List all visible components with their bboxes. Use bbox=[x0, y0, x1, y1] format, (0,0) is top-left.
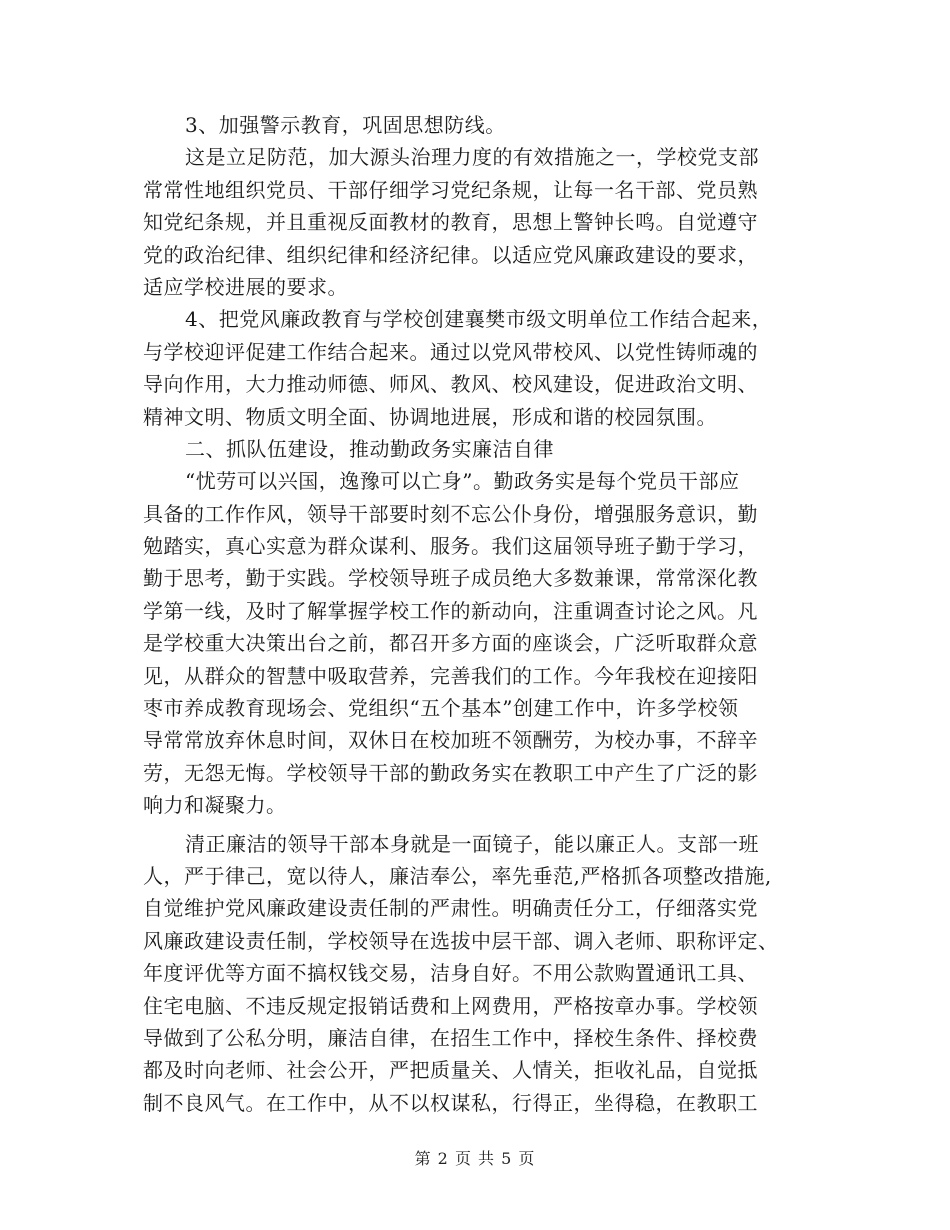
text-line: 年度评优等方面不搞权钱交易，洁身自好。不用公款购置通讯工具、 bbox=[143, 961, 758, 986]
para-3-body bbox=[143, 141, 823, 303]
text-line: 制不良风气。在工作中，从不以权谋私，行得正，坐得稳，在教职工 bbox=[143, 1090, 758, 1115]
text-line: 学第一线，及时了解掌握学校工作的新动向，注重调查讨论之风。凡 bbox=[143, 598, 758, 623]
text-line: 导常常放弃休息时间，双休日在校加班不领酬劳，为校办事，不辞辛 bbox=[143, 728, 758, 753]
text-line: 见，从群众的智慧中吸取营养，完善我们的工作。今年我校在迎接阳 bbox=[143, 663, 758, 688]
text-line: 勤于思考，勤于实践。学校领导班子成员绝大多数兼课，常常深化教 bbox=[143, 566, 758, 591]
text-line: 勉踏实，真心实意为群众谋利、服务。我们这届领导班子勤于学习， bbox=[143, 534, 758, 559]
para-3-heading bbox=[143, 109, 823, 141]
text-line: 知党纪条规，并且重视反面教材的教育，思想上警钟长鸣。自觉遵守 bbox=[143, 210, 758, 235]
para-diligence bbox=[143, 465, 823, 821]
text-line: 与学校迎评促建工作结合起来。通过以党风带校风、以党性铸师魂的 bbox=[143, 339, 758, 364]
text-line: 二、抓队伍建设，推动勤政务实廉洁自律 bbox=[185, 436, 554, 461]
document-body bbox=[143, 109, 823, 1119]
text-line: 具备的工作作风，领导干部要时刻不忘公仆身份，增强服务意识，勤 bbox=[143, 501, 758, 526]
para-4 bbox=[143, 303, 823, 433]
text-line: 4、把党风廉政教育与学校创建襄樊市级文明单位工作结合起来， bbox=[185, 307, 773, 332]
text-line: 人，严于律己，宽以待人，廉洁奉公，率先垂范,严格抓各项整改措施, bbox=[143, 863, 772, 888]
text-line: 3、加强警示教育，巩固思想防线。 bbox=[185, 113, 506, 137]
text-line: 是学校重大决策出台之前，都召开多方面的座谈会，广泛听取群众意 bbox=[143, 631, 758, 656]
text-line: 适应学校进展的要求。 bbox=[143, 274, 348, 299]
text-line: 风廉政建设责任制，学校领导在选拔中层干部、调入老师、职称评定、 bbox=[143, 928, 779, 953]
text-line: 自觉维护党风廉政建设责任制的严肃性。明确责任分工，仔细落实党 bbox=[143, 896, 758, 921]
text-line: 响力和凝聚力。 bbox=[143, 793, 287, 818]
text-line: 住宅电脑、不违反规定报销话费和上网费用，严格按章办事。学校领 bbox=[143, 993, 758, 1018]
text-line: 精神文明、物质文明全面、协调地进展，形成和谐的校园氛围。 bbox=[143, 404, 717, 429]
text-line: 枣市养成教育现场会、党组织“五个基本”创建工作中，许多学校领 bbox=[143, 696, 739, 721]
text-line: 导向作用，大力推动师德、师风、教风、校风建设，促进政治文明、 bbox=[143, 372, 758, 397]
text-line: 劳，无怨无悔。学校领导干部的勤政务实在教职工中产生了广泛的影 bbox=[143, 760, 758, 785]
page-footer: 第 2 页 共 5 页 bbox=[414, 1149, 536, 1168]
text-line: 这是立足防范，加大源头治理力度的有效措施之一，学校党支部 bbox=[185, 145, 759, 170]
text-line: “忧劳可以兴国，逸豫可以亡身”。勤政务实是每个党员干部应 bbox=[185, 469, 740, 494]
para-integrity bbox=[143, 822, 823, 1120]
text-line: 清正廉洁的领导干部本身就是一面镜子，能以廉正人。支部一班 bbox=[185, 831, 759, 856]
text-line: 常常性地组织党员、干部仔细学习党纪条规，让每一名干部、党员熟 bbox=[143, 177, 758, 202]
text-line: 导做到了公私分明，廉洁自律，在招生工作中，择校生条件、择校费 bbox=[143, 1025, 758, 1050]
text-line: 党的政治纪律、组织纪律和经济纪律。以适应党风廉政建设的要求， bbox=[143, 242, 758, 267]
text-line: 都及时向老师、社会公开，严把质量关、人情关，拒收礼品，自觉抵 bbox=[143, 1058, 758, 1083]
section-2-heading bbox=[143, 433, 823, 465]
